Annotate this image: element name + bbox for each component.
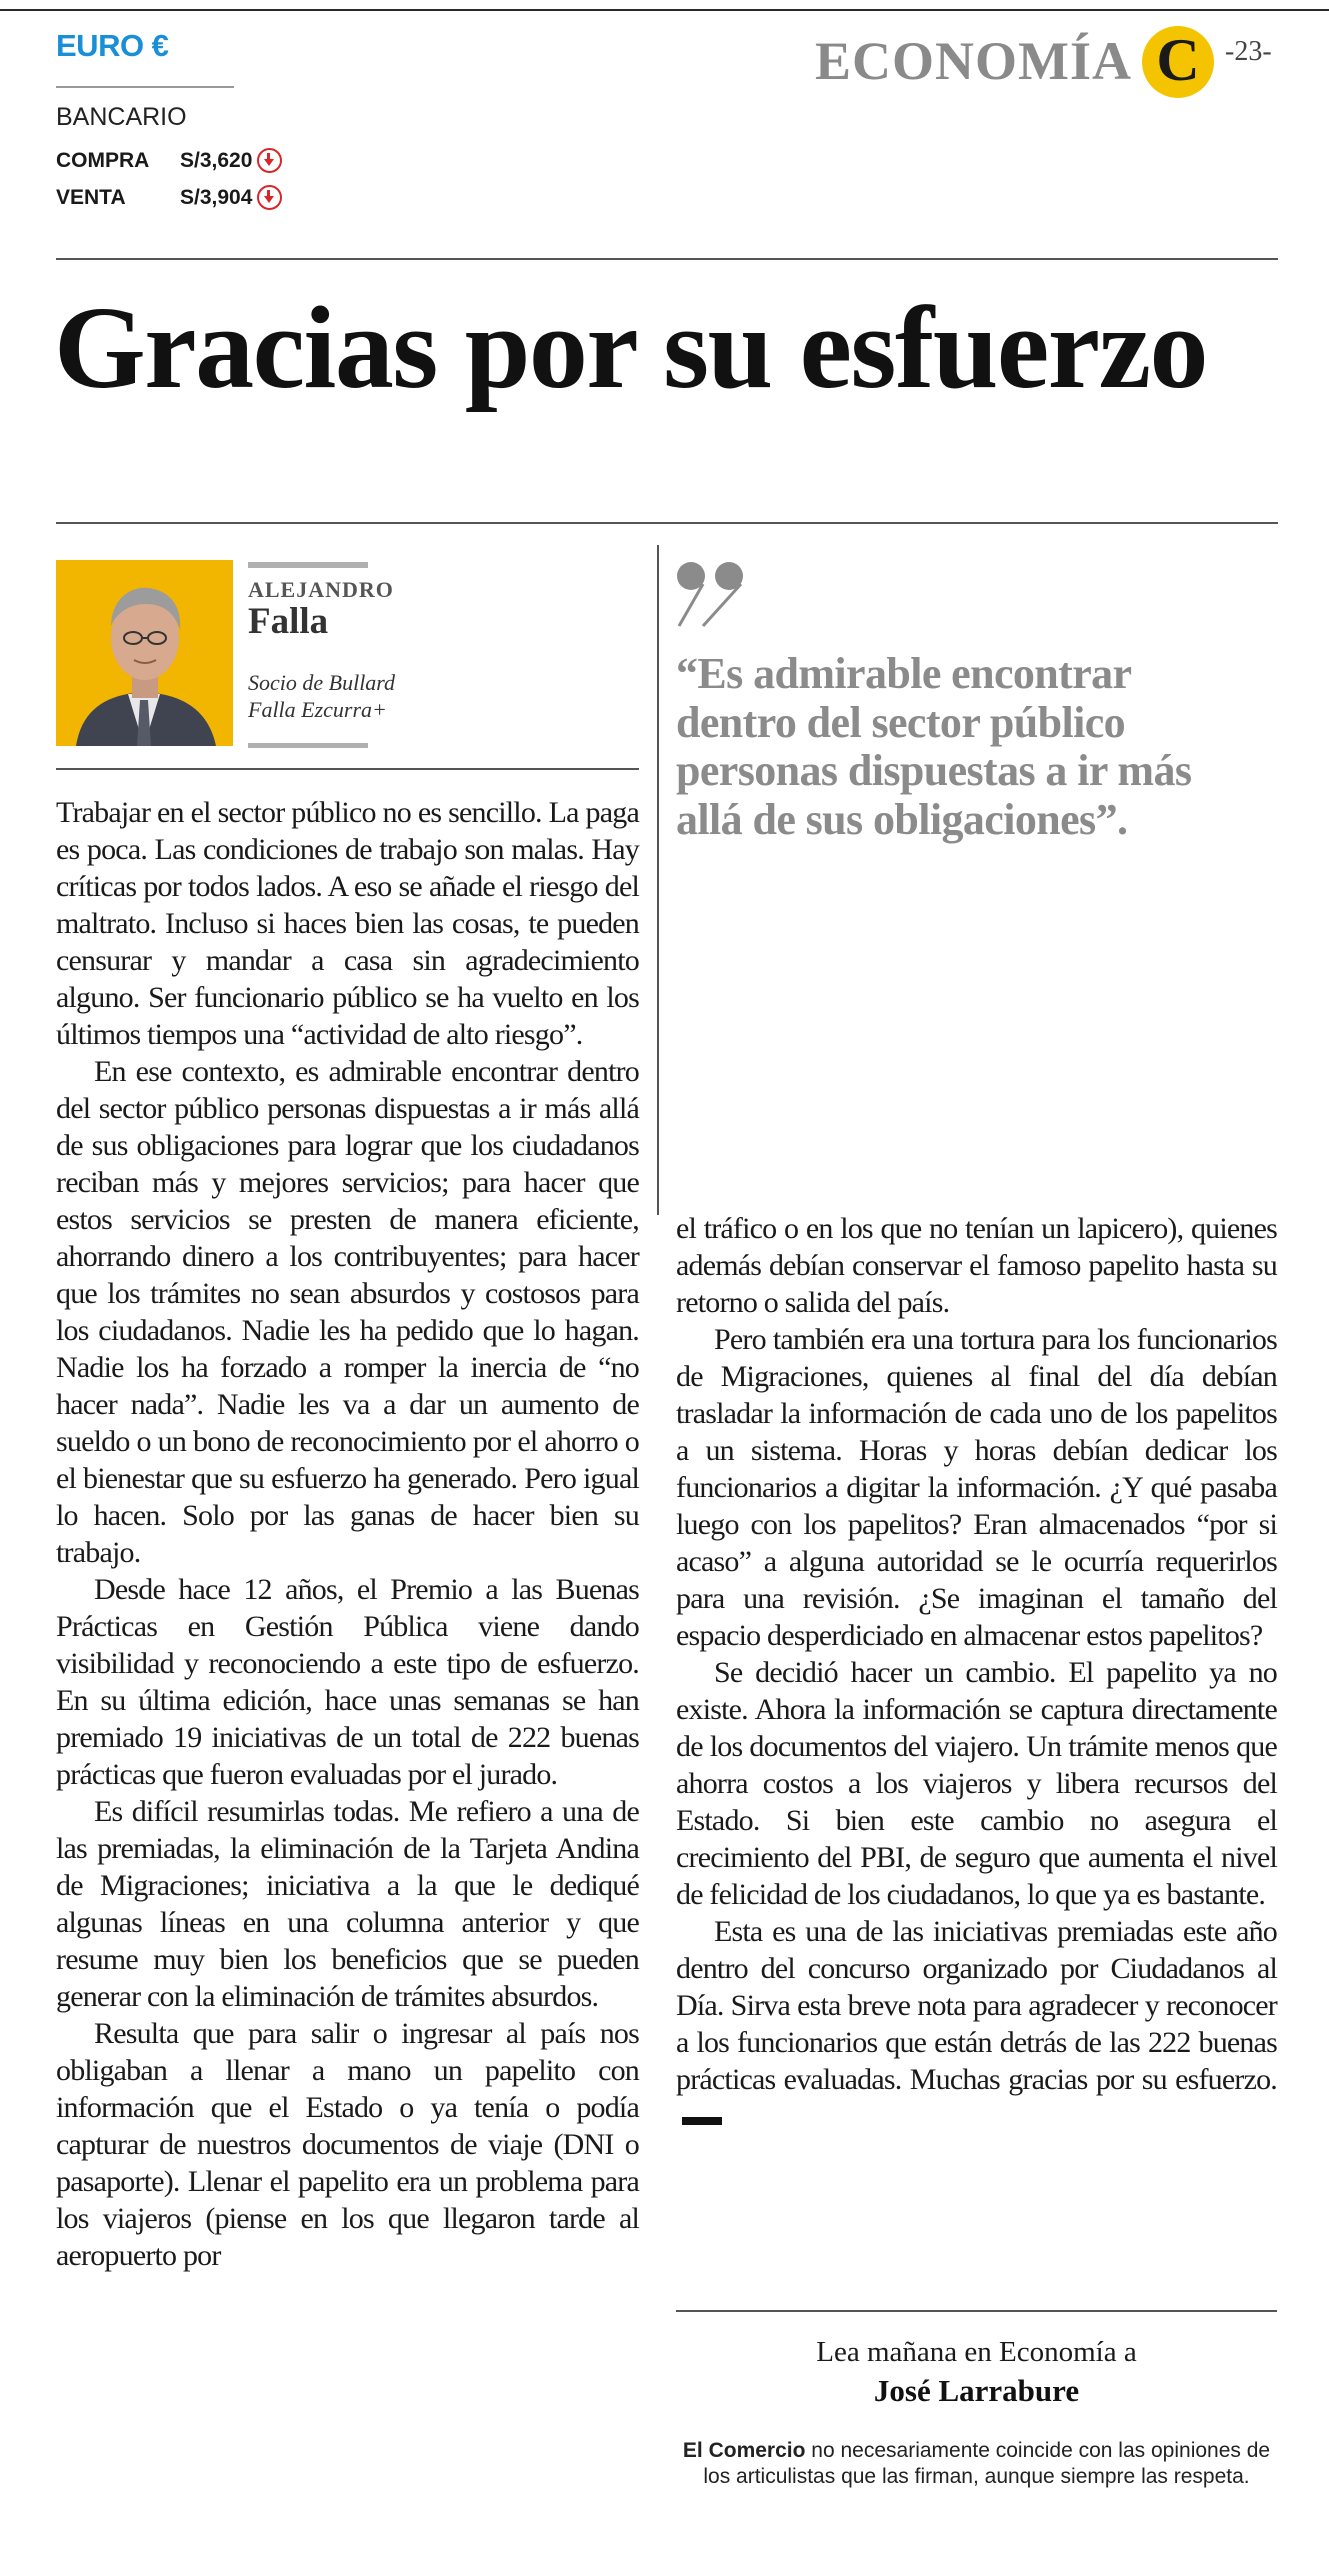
next-column-author: José Larrabure	[873, 2373, 1080, 2408]
rate-label: COMPRA	[56, 148, 150, 172]
disclaimer-text: no necesariamente coincide con las opiniones de los articulistas que las firman, aunque siempre las respeta.	[703, 2439, 1271, 2488]
currency-divider	[56, 86, 234, 88]
rate-value: S/3,620	[180, 148, 253, 172]
article-paragraph: En ese contexto, es admirable encontrar dentro del sector público personas dispuestas a ir más allá de sus obligaciones para lograr que los ciudadanos reciban más y mejores servicios; para hacer que estos servicios se presten de manera eficiente, ahorrando dinero a los contribuyentes; para hacer que los trámites no sean absurdos y costosos para los ciudadanos. Nadie les ha pedido que lo hagan. Nadie los ha forzado a romper la inercia de “no hacer nada”. Nadie les va a dar un aumento de sueldo o un bono de reconocimiento por el ahorro o el bienestar que su esfuerzo ha generado. Pero igual lo hacen. Solo por las ganas de hacer bien su trabajo.	[56, 1055, 639, 1569]
article-column-right	[676, 1210, 1277, 2135]
top-rule	[0, 9, 1329, 11]
disclaimer	[676, 2438, 1277, 2490]
down-arrow-icon	[257, 185, 282, 210]
header-divider	[56, 258, 1278, 260]
author-top-divider	[248, 562, 368, 568]
page-number: -23-	[1225, 36, 1272, 67]
author-bottom-divider	[248, 743, 368, 748]
rate-value: S/3,904	[180, 185, 253, 209]
next-column-label: Lea mañana en Economía a	[816, 2336, 1137, 2368]
currency-market-label: BANCARIO	[56, 103, 187, 131]
author-block-divider	[56, 768, 639, 770]
article-paragraph-text: Esta es una de las iniciativas premiadas este año dentro del concurso organizado por Ciudadanos al Día. Sirva esta breve nota para agradecer y reconocer a los funcionarios que están detrás de las 222 buenas prácticas evaluadas. Muchas gracias por su esfuerzo.	[676, 1915, 1277, 2096]
column-divider	[657, 545, 659, 1215]
article-paragraph: Trabajar en el sector público no es sencillo. La paga es poca. Las condiciones de trabajo son malas. Hay críticas por todos lados. A eso se añade el riesgo del maltrato. Incluso si haces bien las cosas, te pueden censurar y mandar a casa sin agradecimiento alguno. Ser funcionario público se ha vuelto en los últimos tiempos una “actividad de alto riesgo”.	[56, 796, 639, 1051]
article-paragraph: Resulta que para salir o ingresar al país nos obligaban a llenar a mano un papelito con información que el Estado o ya tenía o podía capturar de nuestros documentos de viaje (DNI o pasaporte). Llenar el papelito era un problema para los viajeros (piense en los que llegaron tarde al aeropuerto por	[56, 2017, 639, 2272]
author-photo	[56, 560, 233, 746]
article-paragraph: Se decidió hacer un cambio. El papelito ya no existe. Ahora la información se captura directamente de los documentos del viajero. Un trámite menos que ahorra costos a los viajeros y libera recursos del Estado. Si bien este cambio no asegura el crecimiento del PBI, de seguro que aumenta el nivel de felicidad de los ciudadanos, lo que ya es bastante.	[676, 1656, 1277, 1911]
article-paragraph: Desde hace 12 años, el Premio a las Buenas Prácticas en Gestión Pública viene dando visibilidad y reconociendo a este tipo de esfuerzo. En su última edición, hace unas semanas se han premiado 19 iniciativas de un total de 222 buenas prácticas que fueron evaluadas por el jurado.	[56, 1573, 639, 1791]
disclaimer-brand: El Comercio	[682, 2439, 806, 2462]
end-of-article-mark	[682, 2117, 722, 2125]
article-paragraph	[676, 1913, 1277, 2135]
author-first-name: ALEJANDRO	[248, 577, 394, 602]
article-column-left	[56, 794, 639, 2274]
logo-letter: C	[1156, 27, 1200, 93]
rate-row-compra	[56, 148, 282, 173]
author-last-name: Falla	[248, 601, 329, 642]
rate-label: VENTA	[56, 185, 126, 209]
rate-row-venta	[56, 185, 282, 210]
article-paragraph: el tráfico o en los que no tenían un lapicero), quienes además debían conservar el famoso papelito hasta su retorno o salida del país.	[676, 1212, 1277, 1319]
down-arrow-icon	[257, 148, 282, 173]
author-role	[248, 669, 395, 723]
currency-title: EURO €	[56, 28, 169, 63]
footer-divider	[676, 2310, 1277, 2312]
el-comercio-logo-icon	[1142, 26, 1214, 98]
headline: Gracias por su esfuerzo	[54, 282, 1207, 413]
author-role-line: Socio de Bullard	[248, 670, 396, 695]
pull-quote: “Es admirable encontrar dentro del sector público personas dispuestas a ir más allá de sus obligaciones”.	[676, 649, 1192, 844]
article-paragraph: Es difícil resumirlas todas. Me refiero a una de las premiadas, la eliminación de la Tarjeta Andina de Migraciones; iniciativa a la que le dediqué algunas líneas en una columna anterior y que resume muy bien los beneficios que se pueden generar con la eliminación de trámites absurdos.	[56, 1795, 639, 2013]
headline-divider	[56, 522, 1278, 524]
article-paragraph: Pero también era una tortura para los funcionarios de Migraciones, quienes al final del día debían trasladar la información de cada uno de los papelitos a un sistema. Horas y horas debían dedicar los funcionarios a digitar la información. ¿Y qué pasaba luego con los papelitos? Eran almacenados “por si acaso” a alguna autoridad se le ocurría requerirlos para una revisión. ¿Se imaginan el tamaño del espacio desperdiciado en almacenar estos papelitos?	[676, 1323, 1277, 1652]
section-title: ECONOMÍA	[815, 31, 1132, 91]
quote-marks-icon	[675, 558, 765, 638]
author-role-line: Falla Ezcurra+	[248, 697, 387, 722]
